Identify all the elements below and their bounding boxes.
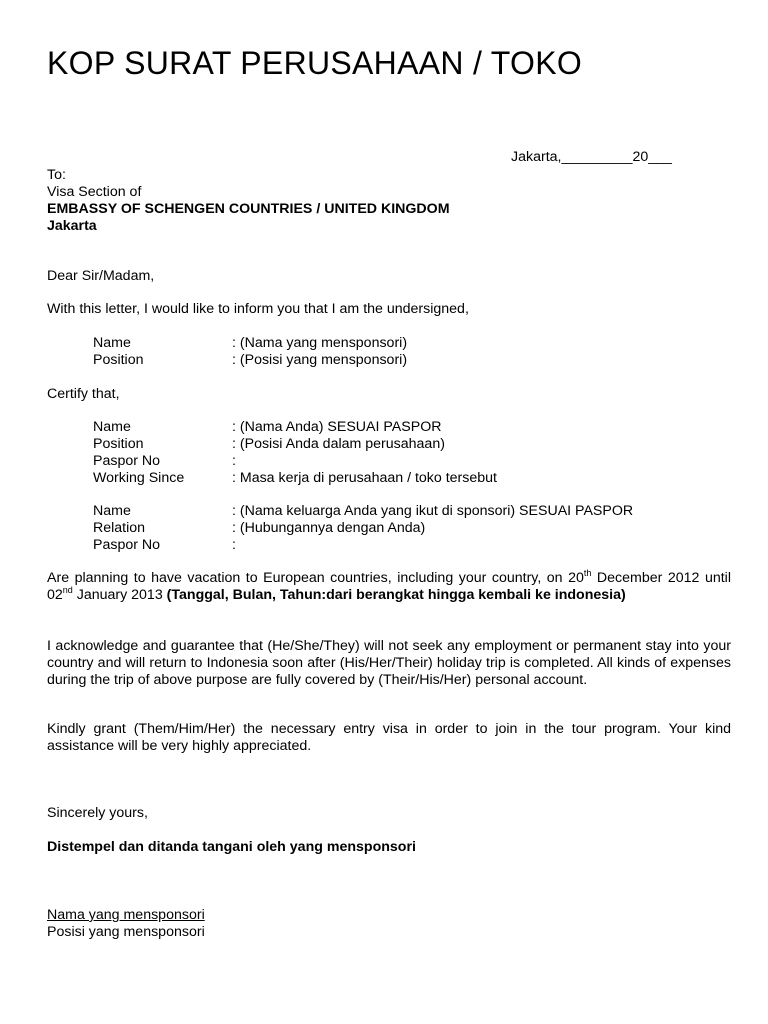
field-label: Working Since <box>93 470 185 486</box>
recipient-to: To: <box>47 167 66 183</box>
travel-paragraph <box>47 570 731 604</box>
signatory-position: Posisi yang mensponsori <box>47 924 205 940</box>
field-row <box>93 537 713 554</box>
field-value: : <box>232 453 236 469</box>
field-label: Paspor No <box>93 537 161 553</box>
field-row <box>93 352 713 369</box>
field-label: Name <box>93 335 131 351</box>
field-row <box>93 453 713 470</box>
field-label: Name <box>93 503 131 519</box>
field-label: Name <box>93 419 131 435</box>
field-row <box>93 436 713 453</box>
field-value: : (Hubungannya dengan Anda) <box>232 520 426 536</box>
certify-line: Certify that, <box>47 386 120 402</box>
field-label: Position <box>93 436 144 452</box>
field-value: : (Posisi yang mensponsori) <box>232 352 408 368</box>
field-value: : (Nama keluarga Anda yang ikut di sponsori) SESUAI PASPOR <box>232 503 634 519</box>
field-label: Paspor No <box>93 453 161 469</box>
closing-line: Sincerely yours, <box>47 805 148 821</box>
field-value: : <box>232 537 236 553</box>
field-value: : (Nama Anda) SESUAI PASPOR <box>232 419 442 435</box>
field-value: : Masa kerja di perusahaan / toko tersebut <box>232 470 497 486</box>
field-row <box>93 503 713 520</box>
travel-sup1: th <box>583 568 592 578</box>
field-row <box>93 520 713 537</box>
travel-text-part3: January 2013 <box>72 587 167 603</box>
guarantee-paragraph: I acknowledge and guarantee that (He/She/They) will not seek any employment or permanent stay into your country and will return to Indonesia soon after (His/Her/Their) holiday trip is completed. All kinds of expenses during the trip of above purpose are fully covered by (Their/His/Her) personal account. <box>47 638 731 688</box>
letterhead-title: KOP SURAT PERUSAHAAN / TOKO <box>47 45 583 81</box>
signatory-name: Nama yang mensponsori <box>47 907 205 923</box>
field-value: : (Nama yang mensponsori) <box>232 335 408 351</box>
travel-date-note: (Tanggal, Bulan, Tahun:dari berangkat hingga kembali ke indonesia) <box>166 587 626 603</box>
field-label: Position <box>93 352 144 368</box>
travel-text-part2: December 2012 until 02 <box>47 570 731 603</box>
request-paragraph: Kindly grant (Them/Him/Her) the necessary entry visa in order to join in the tour program. Your kind assistance will be very highly appreciated. <box>47 721 731 754</box>
intro-sentence: With this letter, I would like to inform you that I am the undersigned, <box>47 301 469 317</box>
date-line: Jakarta,_________20___ <box>511 149 672 165</box>
field-row <box>93 470 713 487</box>
field-value: : (Posisi Anda dalam perusahaan) <box>232 436 445 452</box>
field-label: Relation <box>93 520 146 536</box>
recipient-city: Jakarta <box>47 218 97 234</box>
stamp-note: Distempel dan ditanda tangani oleh yang mensponsori <box>47 839 416 855</box>
travel-sup2: nd <box>62 585 73 595</box>
field-row <box>93 335 713 352</box>
travel-text-part1: Are planning to have vacation to European countries, including your country, on 20 <box>47 570 584 586</box>
field-row <box>93 419 713 436</box>
recipient-embassy: EMBASSY OF SCHENGEN COUNTRIES / UNITED KINGDOM <box>47 201 450 217</box>
salutation: Dear Sir/Madam, <box>47 268 155 284</box>
recipient-line1: Visa Section of <box>47 184 142 200</box>
